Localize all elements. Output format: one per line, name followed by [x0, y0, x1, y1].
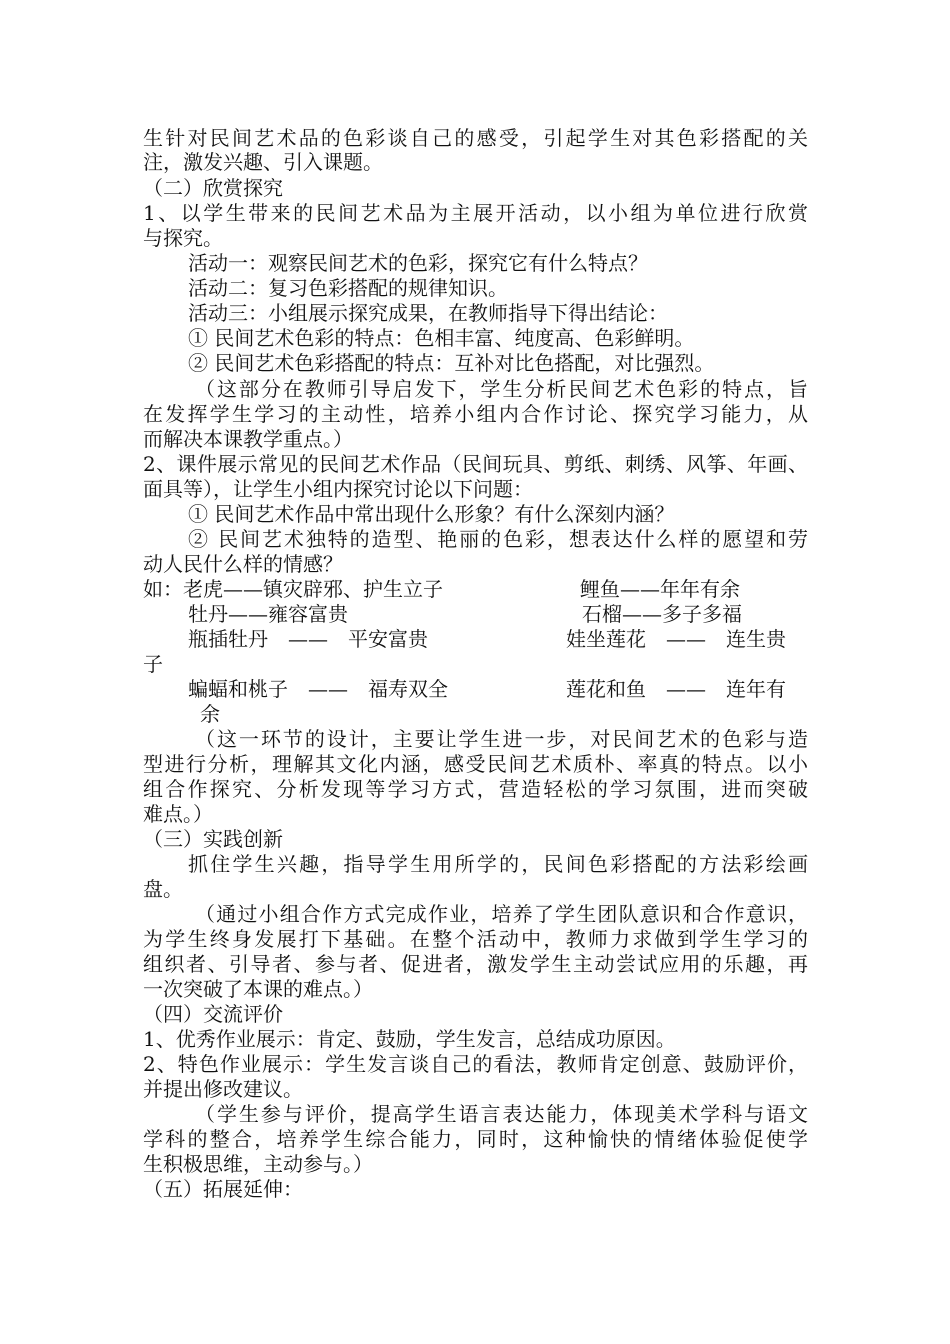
text-line: 活动一：观察民间艺术的色彩，探究它有什么特点？	[188, 251, 648, 275]
text-line: 型进行分析，理解其文化内涵，感受民间艺术质朴、率真的特点。以小	[143, 752, 808, 776]
text-line: 一次突破了本课的难点。）	[143, 977, 373, 1001]
text-line: 生积极思维，主动参与。）	[143, 1152, 373, 1176]
text-line: 2、特色作业展示：学生发言谈自己的看法，教师肯定创意、鼓励评价，	[143, 1052, 808, 1076]
text-line: 组织者、引导者、参与者、促进者，激发学生主动尝试应用的乐趣，再	[143, 952, 808, 976]
section-heading: （三）实践创新	[143, 827, 283, 851]
text-line: 抓住学生兴趣，指导学生用所学的，民间色彩搭配的方法彩绘画	[188, 852, 808, 876]
text-line: 与探究。	[143, 226, 223, 250]
text-line: 动人民什么样的情感？	[143, 552, 343, 576]
text-line: 而解决本课教学重点。）	[143, 427, 353, 451]
text-line: 蝙蝠和桃子 —— 福寿双全	[188, 677, 448, 701]
text-line: 鲤鱼——年年有余	[580, 577, 740, 601]
text-line: 余	[200, 702, 220, 726]
text-line: 石榴——多子多福	[582, 602, 742, 626]
text-line: 牡丹——雍容富贵	[188, 602, 348, 626]
text-line: ② 民间艺术独特的造型、艳丽的色彩，想表达什么样的愿望和劳	[188, 527, 808, 551]
text-line: （通过小组合作方式完成作业，培养了学生团队意识和合作意识，	[195, 902, 808, 926]
text-line: ① 民间艺术作品中常出现什么形象？有什么深刻内涵？	[188, 502, 675, 526]
text-line: ① 民间艺术色彩的特点：色相丰富、纯度高、色彩鲜明。	[188, 326, 695, 350]
text-line: 面具等），让学生小组内探究讨论以下问题：	[143, 477, 533, 501]
text-line: 瓶插牡丹 —— 平安富贵	[188, 627, 428, 651]
text-line: 在发挥学生学习的主动性，培养小组内合作讨论、探究学习能力，从	[143, 402, 808, 426]
text-line: 学科的整合，培养学生综合能力，同时，这种愉快的情绪体验促使学	[143, 1127, 808, 1151]
text-line: 并提出修改建议。	[143, 1077, 303, 1101]
text-line: 娃坐莲花 —— 连生贵	[566, 627, 786, 651]
text-line: 活动二：复习色彩搭配的规律知识。	[188, 276, 508, 300]
text-line: 子	[143, 652, 163, 676]
text-line: 盘。	[143, 877, 183, 901]
section-heading: （二）欣赏探究	[143, 176, 283, 200]
text-line: （这部分在教师引导启发下，学生分析民间艺术色彩的特点，旨	[195, 377, 808, 401]
section-heading: （五）拓展延伸：	[143, 1177, 303, 1201]
text-line: ② 民间艺术色彩搭配的特点：互补对比色搭配，对比强烈。	[188, 351, 715, 375]
text-line: 生针对民间艺术品的色彩谈自己的感受，引起学生对其色彩搭配的关	[143, 126, 808, 150]
text-line: （这一环节的设计，主要让学生进一步，对民间艺术的色彩与造	[195, 727, 808, 751]
text-line: 组合作探究、分析发现等学习方式，营造轻松的学习氛围，进而突破	[143, 777, 808, 801]
text-line: 1、优秀作业展示：肯定、鼓励，学生发言，总结成功原因。	[143, 1027, 676, 1051]
section-heading: （四）交流评价	[143, 1002, 283, 1026]
text-line: 活动三：小组展示探究成果，在教师指导下得出结论：	[188, 301, 668, 325]
text-line: 莲花和鱼 —— 连年有	[566, 677, 786, 701]
text-line: 1、以学生带来的民间艺术品为主展开活动，以小组为单位进行欣赏	[143, 201, 808, 225]
text-line: （学生参与评价，提高学生语言表达能力，体现美术学科与语文	[195, 1102, 808, 1126]
text-line: 为学生终身发展打下基础。在整个活动中，教师力求做到学生学习的	[143, 927, 808, 951]
text-line: 2、课件展示常见的民间艺术作品（民间玩具、剪纸、刺绣、风筝、年画、	[143, 452, 808, 476]
text-line: 如：老虎——镇灾辟邪、护生立子	[143, 577, 443, 601]
text-line: 注，激发兴趣、引入课题。	[143, 150, 383, 174]
text-line: 难点。）	[143, 802, 213, 826]
